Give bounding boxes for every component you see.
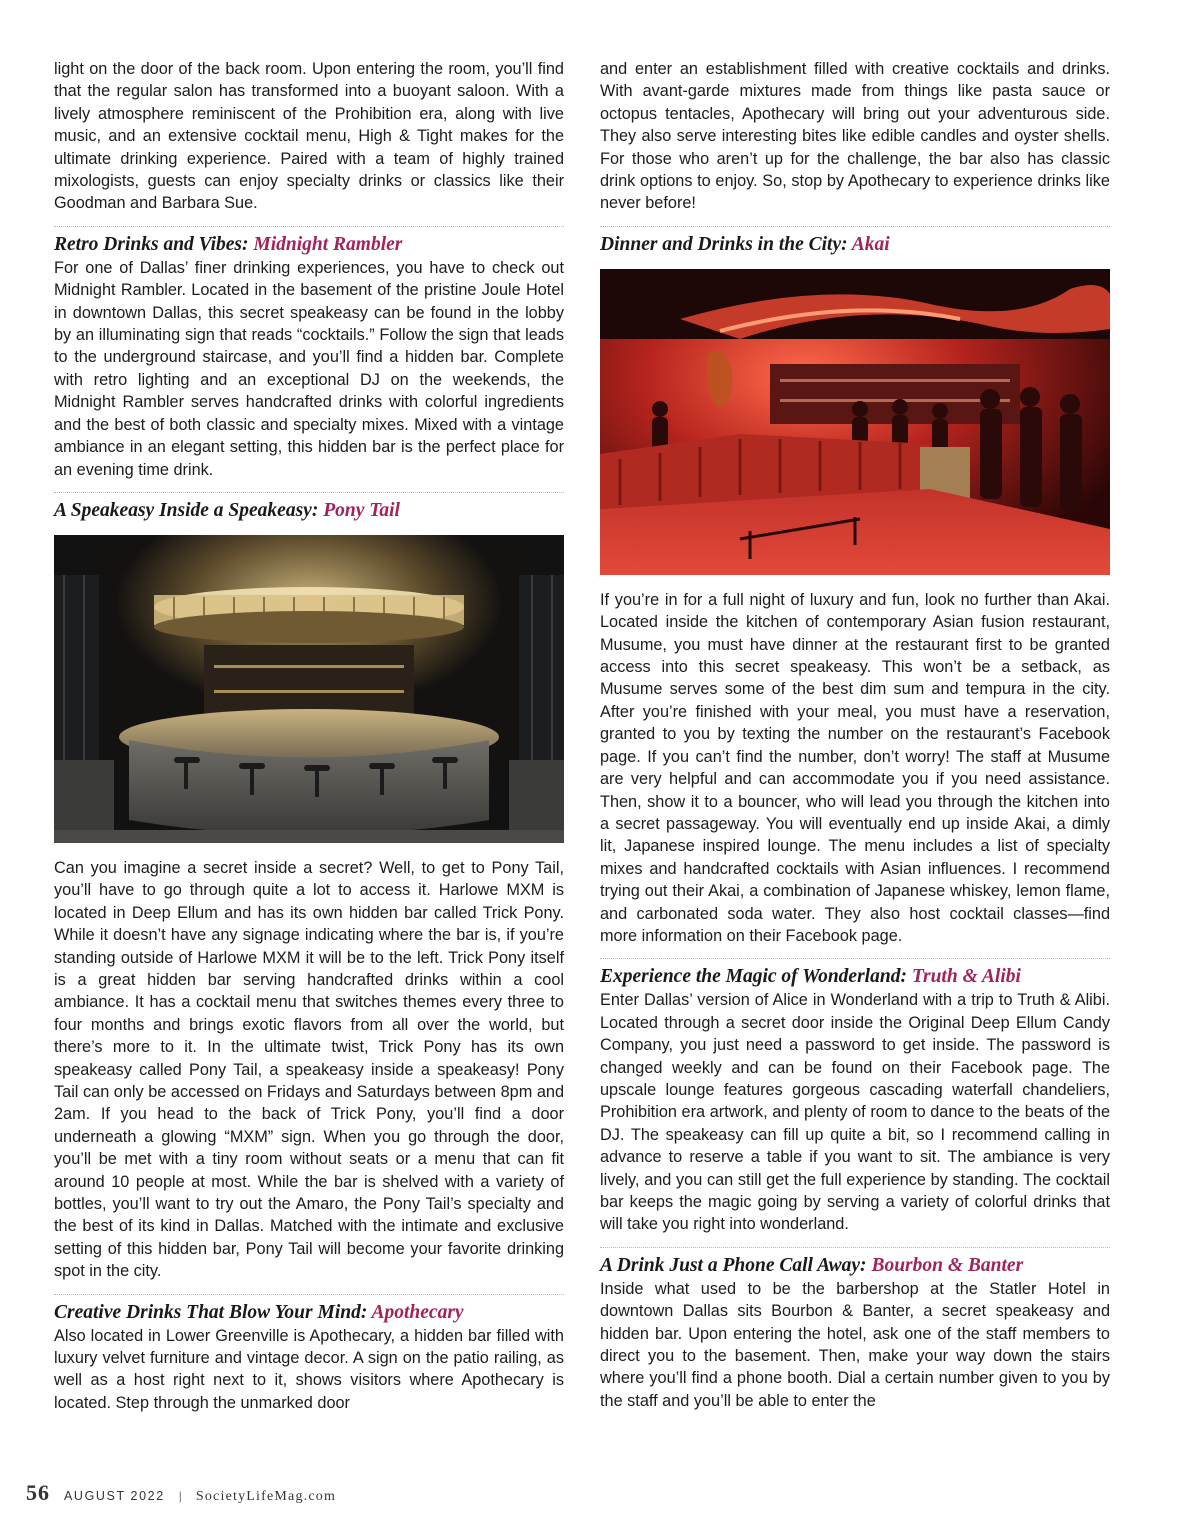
page-number: 56 (26, 1480, 50, 1505)
heading-label: A Drink Just a Phone Call Away: (600, 1254, 867, 1276)
heading-label: Dinner and Drinks in the City: (600, 233, 848, 255)
footer-separator: | (178, 1489, 182, 1503)
section-divider (600, 226, 1110, 227)
section-divider (54, 226, 564, 227)
section-divider (54, 492, 564, 493)
midnight-rambler-body: For one of Dallas’ finer drinking experiences, you have to check out Midnight Rambler. Located in the basement of the pristine Joule Hotel in downtown Dallas, this secret speakeasy can be found in the lobby by an illuminating sign that reads “cocktails.” Follow the sign that leads to the underground staircase, and you’ll find a hidden bar. Complete with retro lighting and an exceptional DJ on the weekends, the Midnight Rambler serves handcrafted drinks with colorful ingredients and the best of both classic and specialty mixes. Mixed with a vintage ambiance in an elegant setting, this hidden bar is the perfect place for an evening time drink. (54, 258, 564, 479)
truth-alibi-body: Enter Dallas’ version of Alice in Wonderland with a trip to Truth & Alibi. Located through a secret door inside the Original Deep Ellum Candy Company, you just need a password to get inside. The password is changed weekly and can be found on their Facebook page. The upscale lounge features gorgeous cascading waterfall chandeliers, Prohibition era artwork, and plenty of room to dance to the beats of the DJ. The speakeasy can fill up quite a bit, so I recommend calling in advance to reserve a table if you want to sit. The ambiance is very lively, and you can still get the full experience by standing. The cocktail bar keeps the magic going by serving a variety of colorful drinks that will take you right into wonderland. (600, 991, 1110, 1234)
akai-body: If you’re in for a full night of luxury and fun, look no further than Akai. Located inside the kitchen of contemporary Asian fusion restaurant, Musume, you must have dinner at the restaurant first to be granted access into this secret speakeasy. This won’t be a setback, as Musume serves some of the best dim sum and tempura in the city. After you’re finished with your meal, you must have a reservation, granted to you by texting the number on the restaurant’s Facebook page. If you can’t find the number, don’t worry! The staff at Musume are very helpful and can accommodate you if you need assistance. Then, show it to a bouncer, who will lead you through the kitchen into a secret passageway. You will eventually end up inside Akai, a dimly lit, Japanese inspired lounge. The menu includes a list of specialty mixes and handcrafted cocktails with Asian influences. I recommend trying out their Akai, a combination of Japanese whiskey, lemon flame, and carbonated soda water. They also host cocktail classes—find more information on their Facebook page. (600, 590, 1110, 945)
apothecary-heading (54, 1301, 564, 1325)
section-divider (600, 958, 1110, 959)
page-footer (26, 1480, 336, 1506)
bar-interior-image (54, 535, 564, 843)
heading-label: Retro Drinks and Vibes: (54, 233, 249, 255)
midnight-rambler-heading (54, 233, 564, 257)
issue-date: AUGUST 2022 (64, 1489, 165, 1503)
section-divider (600, 1247, 1110, 1248)
venue-name: Midnight Rambler (253, 233, 403, 255)
high-tight-body: light on the door of the back room. Upon entering the room, you’ll find that the regular salon has transformed into a buoyant saloon. With a lively atmosphere reminiscent of the Prohibition era, along with live music, and an extensive cocktail menu, High & Tight makes for the ultimate drinking experience. Paired with a team of highly trained mixologists, guests can enjoy specialty drinks or classics like their Goodman and Barbara Sue. (54, 60, 564, 213)
section-divider (54, 1294, 564, 1295)
venue-name: Truth & Alibi (911, 966, 1021, 988)
red-lounge-image (600, 269, 1110, 575)
heading-label: A Speakeasy Inside a Speakeasy: (54, 499, 319, 521)
venue-name: Akai (851, 233, 890, 255)
site-url[interactable]: SocietyLifeMag.com (195, 1489, 337, 1504)
venue-name: Pony Tail (323, 499, 400, 521)
apothecary-body: Also located in Lower Greenville is Apothecary, a hidden bar filled with luxury velvet furniture and vintage decor. A sign on the patio railing, as well as a host right next to it, shows visitors where Apothecary is located. Step through the unmarked door (54, 1326, 564, 1412)
venue-name: Bourbon & Banter (871, 1254, 1024, 1276)
right-column (600, 58, 1110, 1412)
left-column (54, 58, 564, 1414)
venue-name: Apothecary (371, 1301, 464, 1323)
truth-alibi-heading (600, 965, 1110, 989)
pony-tail-photo (54, 535, 564, 843)
bourbon-banter-body: Inside what used to be the barbershop at the Statler Hotel in downtown Dallas sits Bourbon & Banter, a secret speakeasy and hidden bar. Upon entering the hotel, ask one of the staff members to direct you to the basement. Then, make your way down the stairs where you’ll find a phone booth. Dial a certain number given to you by the staff and you’ll be able to enter the (600, 1279, 1110, 1410)
akai-heading (600, 233, 1110, 257)
bourbon-banter-heading (600, 1254, 1110, 1278)
heading-label: Experience the Magic of Wonderland: (600, 966, 907, 988)
pony-tail-heading (54, 499, 564, 523)
akai-photo (600, 269, 1110, 575)
pony-tail-body: Can you imagine a secret inside a secret? Well, to get to Pony Tail, you’ll have to go through quite a lot to access it. Harlowe MXM is located in Deep Ellum and has its own hidden bar called Trick Pony. While it doesn’t have any signage indicating where the bar is, if you’re standing outside of Harlowe MXM it will be to the left. Trick Pony itself is a great hidden bar serving handcrafted drinks within a cool ambiance. It has a cocktail menu that switches themes every three to four months and brings exotic flavors from all over the world, but there’s more to it. In the ultimate twist, Trick Pony has its own speakeasy called Pony Tail, a speakeasy inside a speakeasy! Pony Tail can only be accessed on Fridays and Saturdays between 8pm and 2am. If you head to the back of Trick Pony, you’ll find a door underneath a glowing “MXM” sign. When you go through the door, you’ll be met with a tiny room without seats or a menu that can fit around 10 people at most. While the bar is shelved with a variety of bottles, you’ll want to try out the Amaro, the Pony Tail’s specialty and the best of its kind in Dallas. Matched with the intimate and exclusive setting of this hidden bar, Pony Tail will become your favorite drinking spot in the city. (54, 858, 564, 1281)
heading-label: Creative Drinks That Blow Your Mind: (54, 1301, 368, 1323)
apothecary-body-continued: and enter an establishment filled with creative cocktails and drinks. With avant-garde mixtures made from things like pasta sauce or octopus tentacles, Apothecary will bring out your adventurous side. They also serve interesting bites like edible candles and oyster shells. For those who aren’t up for the challenge, the bar also has classic drink options to enjoy. So, stop by Apothecary to experience drinks like never before! (600, 60, 1110, 213)
